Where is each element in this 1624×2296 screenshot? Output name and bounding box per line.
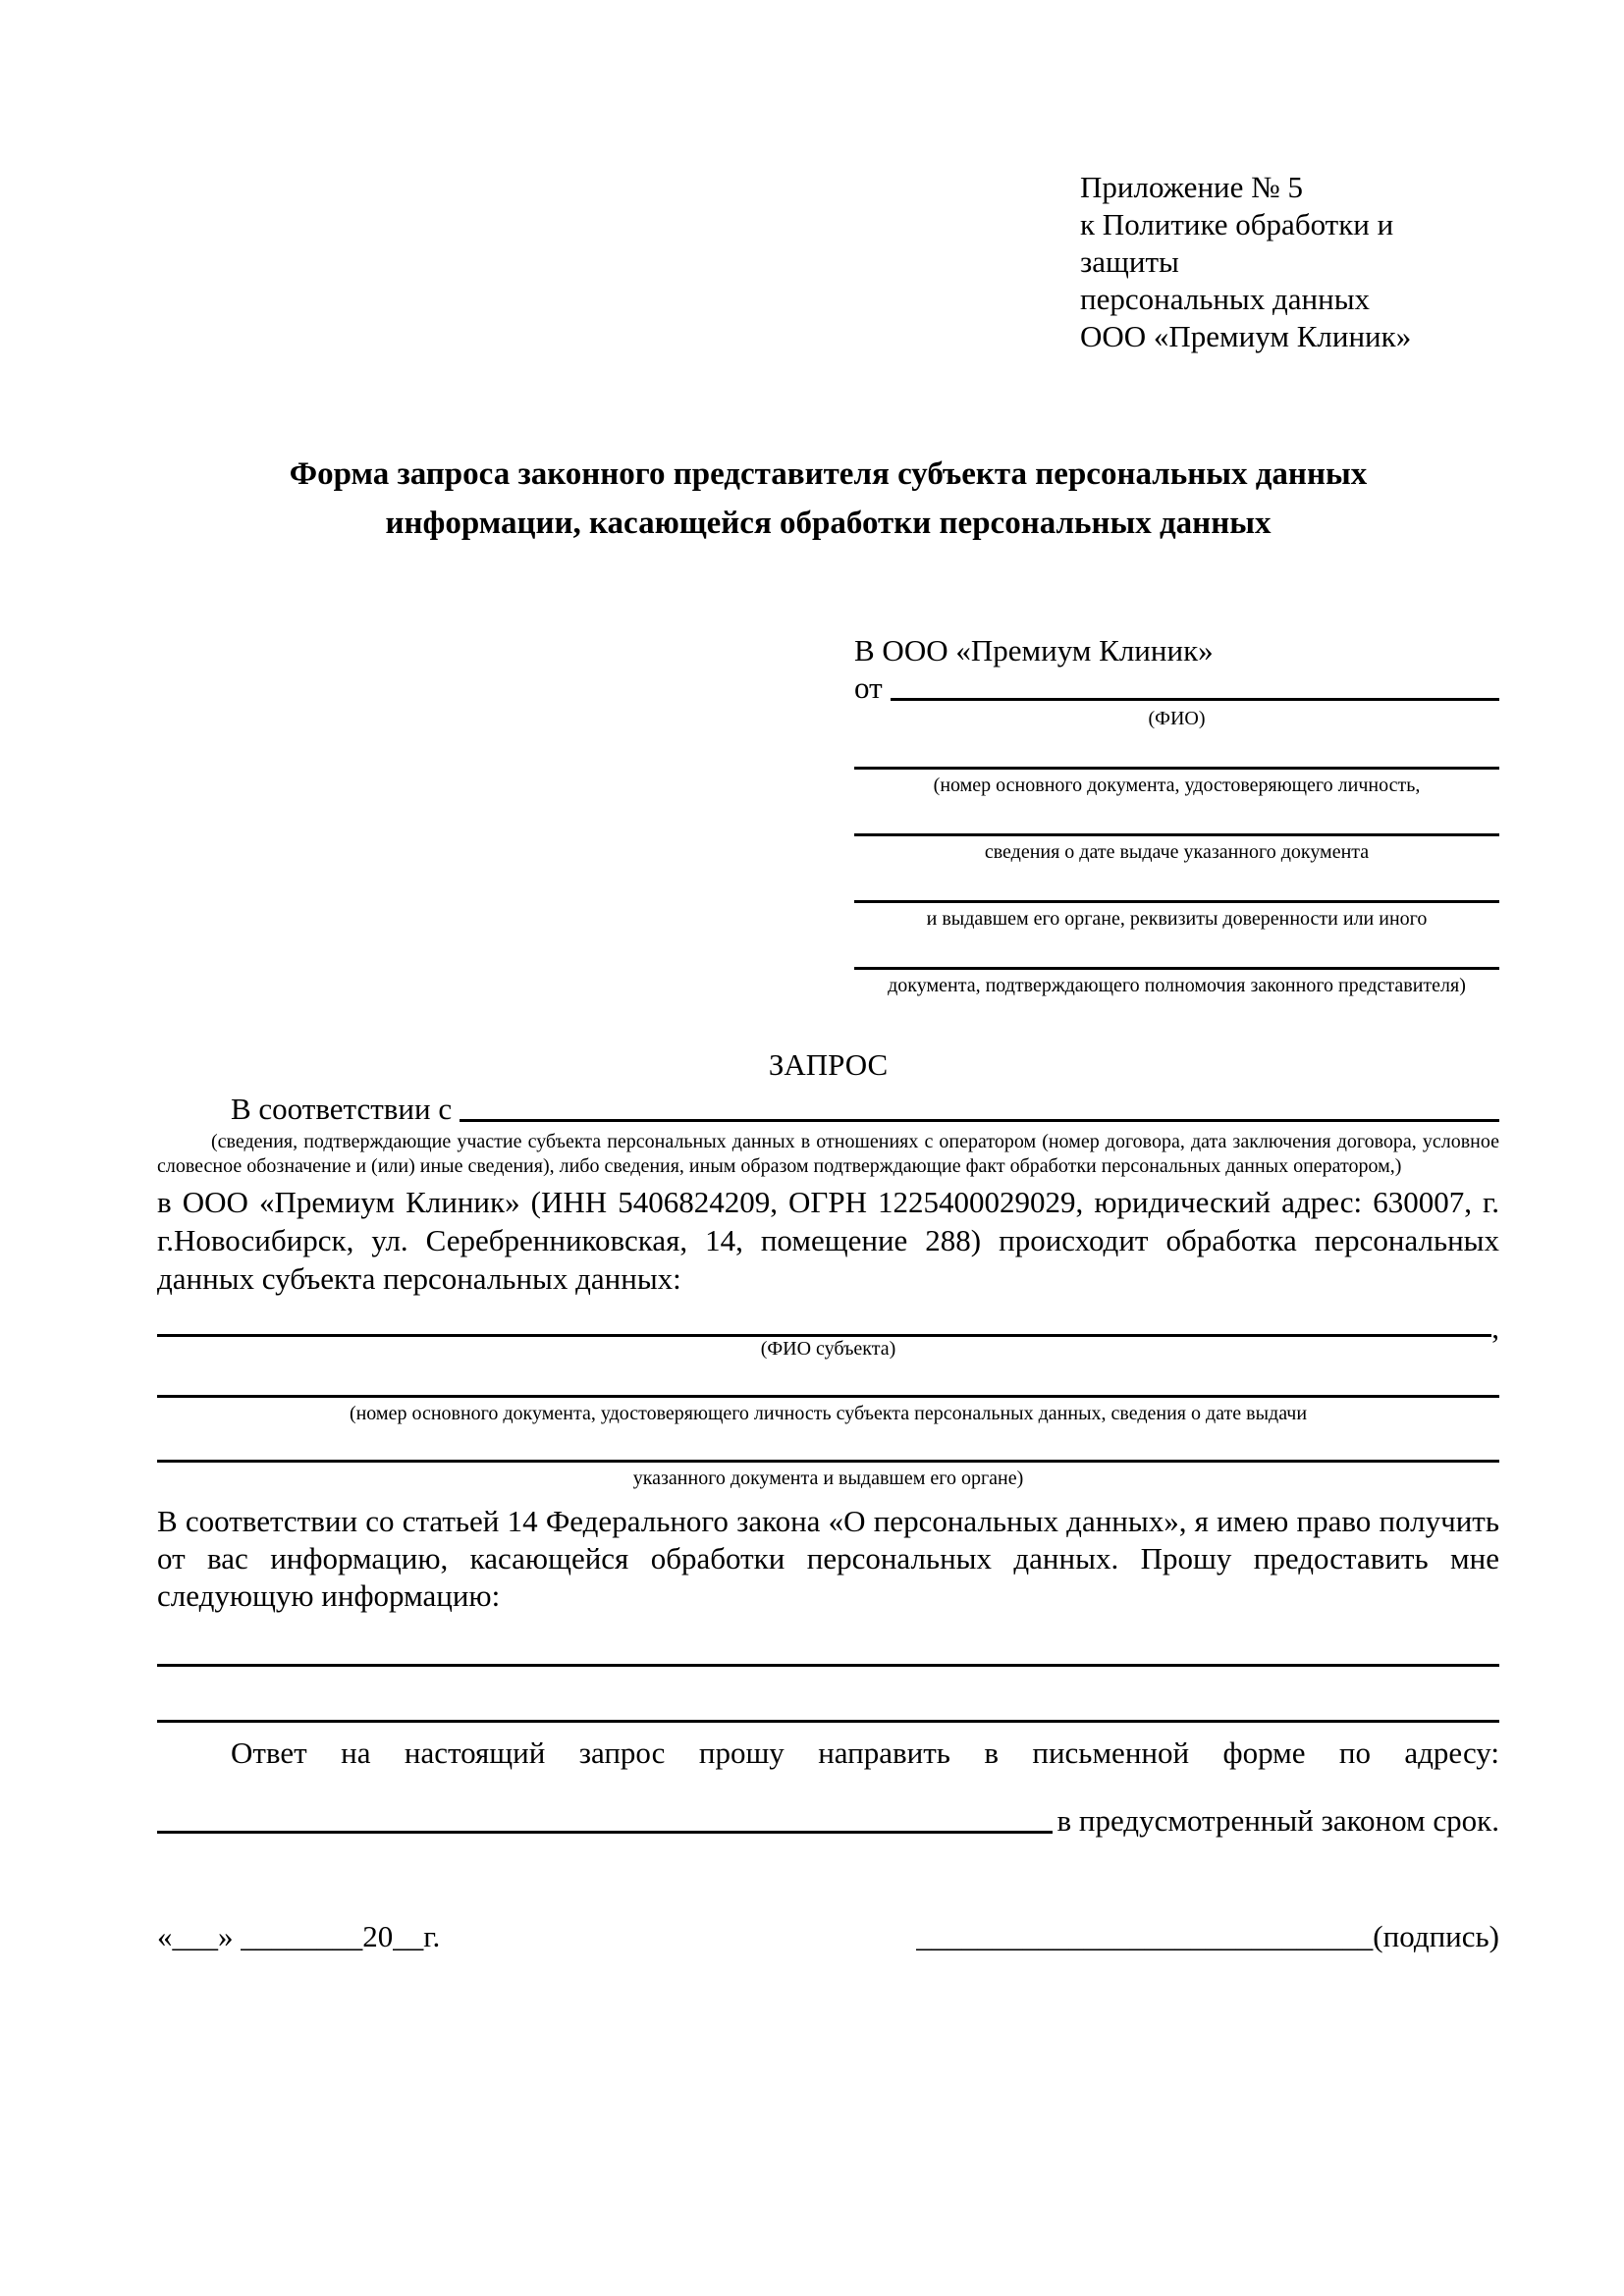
signature-caption: (подпись)	[1373, 1919, 1499, 1953]
representative-doc-caption: сведения о дате выдаче указанного документа	[984, 841, 1370, 863]
representative-doc-field-line[interactable]	[854, 900, 1499, 903]
subject-doc-caption: указанного документа и выдавшем его органе)	[632, 1468, 1024, 1489]
paragraph-indent	[157, 1091, 231, 1128]
document-content	[157, 0, 1499, 1955]
addressee-org: В ООО «Премиум Клиник»	[854, 633, 1214, 667]
document-title	[157, 450, 1499, 548]
representative-doc-field-line[interactable]	[854, 967, 1499, 970]
subject-doc-field-line[interactable]	[157, 1395, 1499, 1398]
from-label: от	[854, 670, 883, 705]
fio-caption: (ФИО)	[1148, 708, 1206, 729]
subject-doc-field-line[interactable]	[157, 1460, 1499, 1463]
representative-doc-group	[854, 833, 1499, 865]
appendix-header-line: ООО «Премиум Клиник»	[1080, 319, 1412, 353]
appendix-header-line: Приложение № 5	[1080, 170, 1303, 204]
trailing-comma: ,	[1491, 1310, 1499, 1345]
info-field-line[interactable]	[157, 1664, 1499, 1667]
signature-field-line[interactable]: ______________________________	[916, 1919, 1374, 1953]
representative-doc-group	[854, 767, 1499, 798]
intro-caption: (сведения, подтверждающие участие субъекта персональных данных в отношениях с оператором (номер договора, дата заключения договора, условное словесное обозначение и (или) иные сведения), либо сведения, иным образом подтверждающие факт обработки персональных данных оператором,)	[157, 1131, 1499, 1177]
operator-paragraph: в ООО «Премиум Клиник» (ИНН 5406824209, ОГРН 1225400029029, юридический адрес: 630007, г. г.Новосибирск, ул. Серебренниковская, 14, помещение 288) происходит обработка персональных данных субъекта персональных данных:	[157, 1185, 1499, 1296]
rights-paragraph: В соответствии со статьей 14 Федерального закона «О персональных данных», я имею право получить от вас информацию, касающейся обработки персональных данных. Прошу предоставить мне следующую информацию:	[157, 1504, 1499, 1613]
reply-address-line	[157, 1802, 1499, 1840]
subject-fio-caption: (ФИО субъекта)	[760, 1338, 896, 1360]
from-line	[854, 669, 1499, 707]
signature-row	[157, 1918, 1499, 1955]
representative-doc-group	[854, 967, 1499, 998]
appendix-header	[1080, 0, 1499, 355]
subject-fio-row	[157, 1310, 1499, 1345]
reply-tail-text: в предусмотренный законом срок.	[1056, 1803, 1499, 1838]
representative-doc-caption: и выдавшем его органе, реквизиты доверенности или иного	[926, 908, 1428, 930]
from-field-line[interactable]	[891, 669, 1499, 701]
address-field-line[interactable]	[157, 1802, 1053, 1834]
intro-field-line[interactable]	[460, 1091, 1499, 1122]
representative-doc-caption: документа, подтверждающего полномочия законного представителя)	[888, 975, 1466, 996]
appendix-header-line: персональных данных	[1080, 282, 1371, 316]
appendix-header-line: к Политике обработки и защиты	[1080, 207, 1394, 279]
document-title-line: Форма запроса законного представителя субъекта персональных данных	[289, 456, 1368, 492]
intro-label: В соответствии с	[231, 1092, 453, 1126]
date-field[interactable]: «___» ________20__г.	[157, 1919, 441, 1953]
subject-doc-caption: (номер основного документа, удостоверяющего личность субъекта персональных данных, сведения о дате выдачи	[349, 1403, 1308, 1424]
intro-line	[157, 1091, 1499, 1128]
addressee-block	[854, 632, 1499, 998]
signature-block	[916, 1918, 1499, 1955]
reply-paragraph: Ответ на настоящий запрос прошу направить в письменной форме по адресу:	[231, 1735, 1499, 1770]
request-heading: ЗАПРОС	[768, 1047, 889, 1082]
document-title-line: информации, касающейся обработки персональных данных	[385, 506, 1272, 541]
representative-doc-caption: (номер основного документа, удостоверяющего личность,	[933, 774, 1421, 796]
representative-doc-group	[854, 900, 1499, 932]
subject-doc-group	[157, 1460, 1499, 1491]
subject-doc-group	[157, 1395, 1499, 1426]
representative-doc-field-line[interactable]	[854, 767, 1499, 770]
info-field-line[interactable]	[157, 1720, 1499, 1723]
representative-doc-field-line[interactable]	[854, 833, 1499, 836]
